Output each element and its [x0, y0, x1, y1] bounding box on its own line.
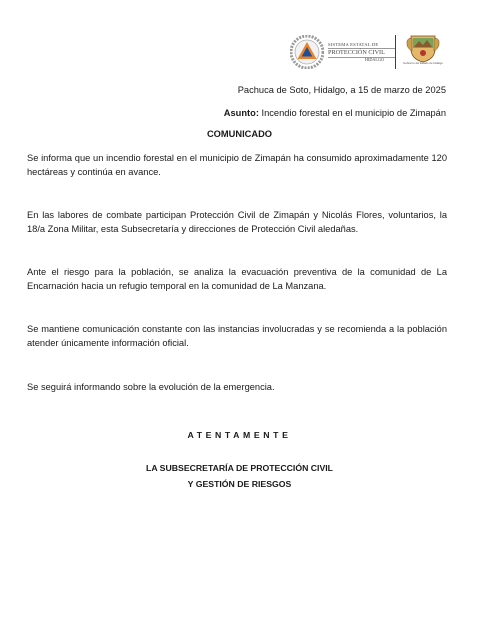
letter-subject: [224, 108, 446, 118]
org-line-1: LA SUBSECRETARÍA DE PROTECCIÓN CIVIL: [146, 463, 333, 473]
document-title: COMUNICADO: [206, 129, 273, 139]
header-divider: [395, 35, 396, 69]
paragraph-4: Se mantiene comunicación constante con las instancias involucradas y se recomienda a la población atender únicamente información oficial.: [27, 324, 447, 348]
paragraph-5: Se seguirá informando sobre la evolución de la emergencia.: [27, 382, 275, 392]
hidalgo-coat-of-arms-icon: [403, 33, 443, 63]
paragraph-1: Se informa que un incendio forestal en el municipio de Zimapán ha consumido aproximadamente 120 hectáreas y continúa en avance.: [27, 153, 447, 177]
signoff: ATENTAMENTE: [187, 430, 292, 440]
subject-text: Incendio forestal en el municipio de Zimapán: [258, 108, 446, 118]
logo-line-3: HIDALGO: [364, 57, 384, 63]
hidalgo-government-logo: [403, 33, 443, 71]
subject-label: Asunto:: [223, 108, 259, 118]
paragraph-2: En las labores de combate participan Protección Civil de Zimapán y Nicolás Flores, voluntarios, la 18/a Zona Militar, esta Subsecretaría y direcciones de Protección Civil aledañas.: [27, 210, 447, 234]
gov-logo-caption: Gobierno del Estado de Hidalgo: [403, 61, 443, 65]
paragraph-3: Ante el riesgo para la población, se analiza la evacuación preventiva de la comunidad de La Encarnación hacia un refugio temporal en la comunidad de La Manzana.: [27, 267, 447, 291]
logo-line-1: SISTEMA ESTATAL DE: [328, 42, 379, 47]
org-line-2: Y GESTIÓN DE RIESGOS: [187, 479, 292, 489]
logo-line-2: PROTECCIÓN CIVIL: [328, 48, 396, 58]
letter-date: Pachuca de Soto, Hidalgo, a 15 de marzo de 2025: [237, 85, 446, 95]
civil-protection-logo: [290, 35, 395, 69]
signing-organization: [0, 460, 479, 492]
civil-protection-triangle-seal-icon: [290, 35, 324, 69]
